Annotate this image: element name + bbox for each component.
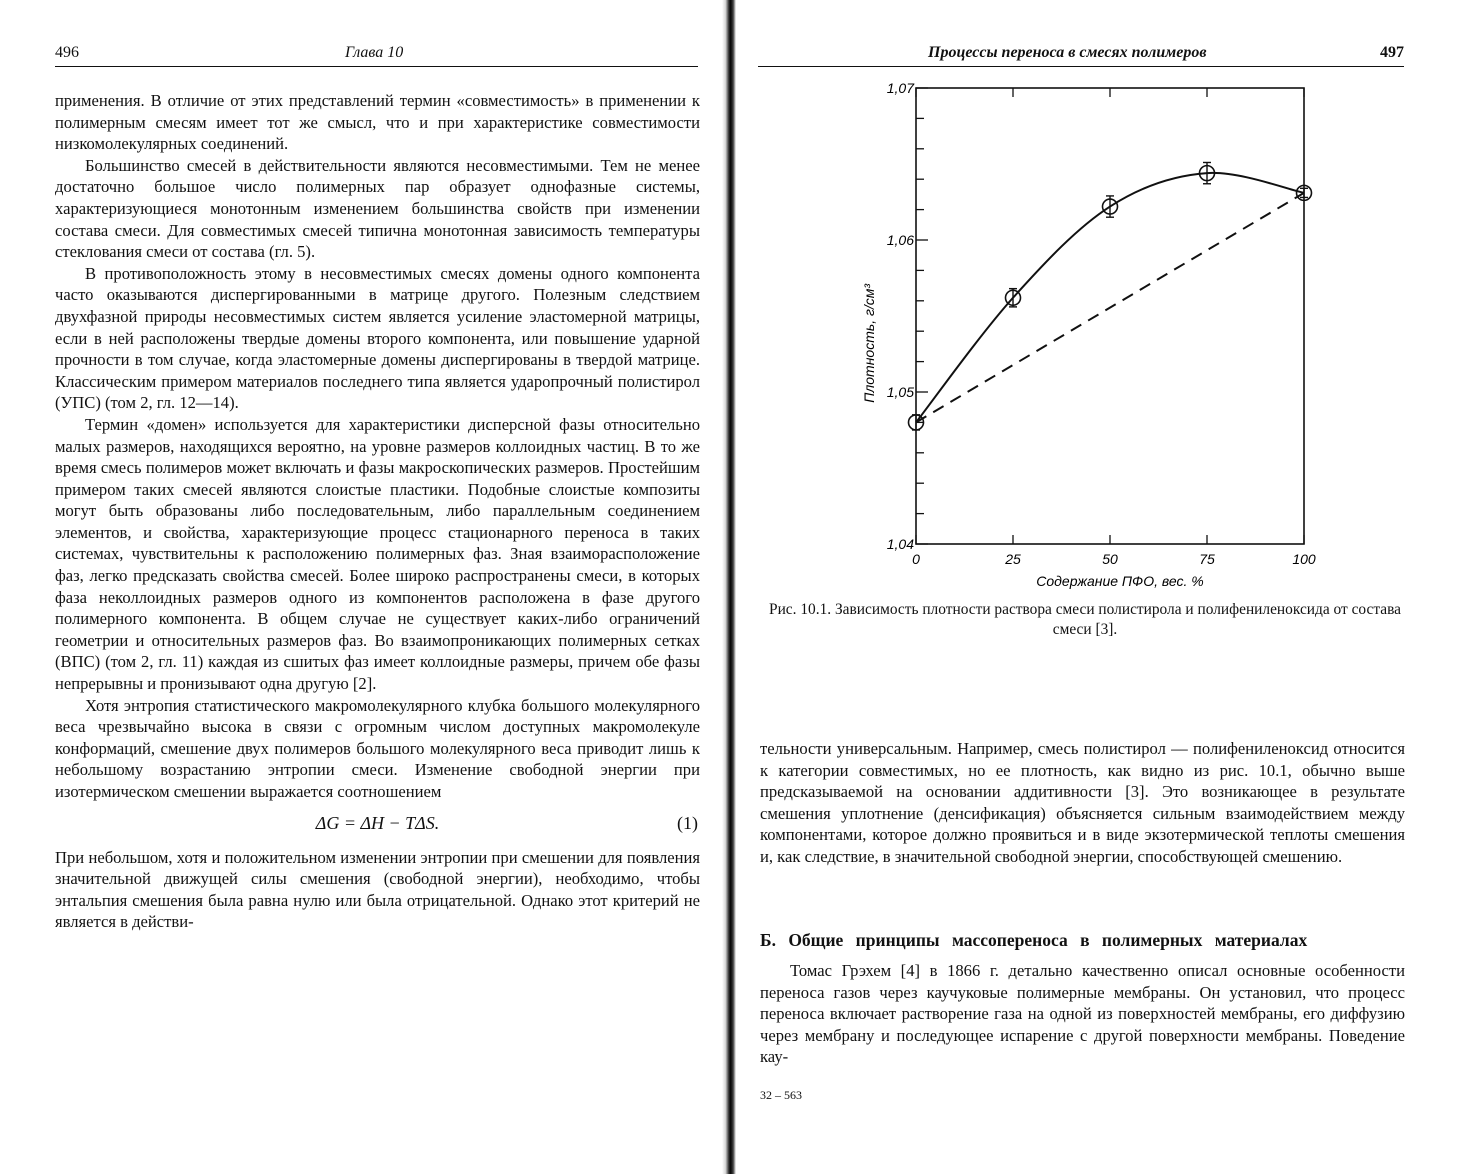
right-page — [730, 0, 1466, 1174]
chart-ticks — [916, 88, 1304, 544]
paragraph: применения. В отличие от этих представлений термин «совместимость» в применении к полимерным смесям имеет тот же смысл, что и при характеристике совместимости низкомолекулярных соединений. — [55, 91, 700, 154]
left-body-text — [55, 90, 700, 933]
plot-area-border — [916, 88, 1304, 544]
y-axis-label: Плотность, г/см³ — [861, 283, 877, 403]
chapter-title: Глава 10 — [345, 44, 404, 61]
paragraph: Термин «домен» используется для характеристики дисперсной фазы относительно малых размеров, находящихся вероятно, на уровне размеров коллоидных частиц. В то же время смесь полимеров может включать и фазы макроскопических размеров. Простейшим примером таких смесей являются слоистые пластики. Подобные слоистые композиты могут быть образованы либо последовательным, либо параллельным соединением элементов, и свойства, характеризующие процесс стационарного переноса в таких системах, чувствительны к расположению полимерных фаз. Зная взаиморасположение фаз, легко предсказать свойства смесей. Более широко распространены смеси, в которых фаза неколлоидных размеров одного из компонентов расположена в фазе другого полимерного компонента. В общем случае не существует каких-либо ограничений геометрии и относительных размеров фаз. Во взаимопроникающих полимерных сетках (ВПС) (том 2, гл. 11) каждая из сшитых фаз имеет коллоидные размеры, причем обе фазы непрерывны и пронизывают одна другую [2]. — [55, 414, 700, 694]
paragraph: Томас Грэхем [4] в 1866 г. детально качественно описал основные особенности переноса газов через каучуковые полимерные мембраны. Он установил, что процесс переноса включает растворение газа на одной из поверхностей мембраны, его диффузию через мембрану и последующее испарение с другой поверхности мембраны. Поведение кау- — [760, 961, 1405, 1067]
x-tick-label: 50 — [1102, 551, 1118, 567]
signature-mark: 32 – 563 — [760, 1088, 802, 1102]
chart-frame — [916, 88, 1304, 544]
equation-text: ΔG = ΔH − TΔS. — [315, 812, 440, 833]
chart-points — [909, 162, 1312, 430]
right-body-text-section — [760, 960, 1405, 1068]
chart-tick-labels — [887, 80, 1316, 567]
page-number-left: 496 — [55, 44, 79, 61]
section-running-title: Процессы переноса в смесях полимеров — [928, 44, 1207, 61]
left-page — [0, 0, 730, 1174]
x-axis-label: Содержание ПФО, вес. % — [1036, 573, 1204, 589]
running-head-right — [758, 44, 1404, 67]
section-heading: Б. Общие принципы массопереноса в полимерных материалах — [760, 930, 1308, 950]
paragraph: Хотя энтропия статистического макромолекулярного клубка большого молекулярного веса чрезвычайно высока в связи с огромным числом доступных макромолекуле конформаций, смешение двух полимеров большого молекулярного веса приводит лишь к небольшому возрастанию энтропии смеси. Изменение свободной энергии при изотермическом смешении выражается соотношением — [55, 695, 700, 801]
equation — [55, 809, 700, 843]
density-chart — [830, 70, 1330, 590]
x-tick-label: 100 — [1292, 551, 1316, 567]
x-tick-label: 0 — [912, 551, 920, 567]
additivity-line — [916, 193, 1304, 423]
x-tick-label: 75 — [1199, 551, 1215, 567]
right-body-text — [760, 738, 1405, 868]
paragraph: Большинство смесей в действительности являются несовместимыми. Тем не менее достаточно большое число полимерных пар образует однофазные системы, характеризующиеся монотонным изменением большинства свойств при изменении состава смеси. Для совместимых смесей типична монотонная зависимость температуры стеклования смеси от состава (гл. 5). — [55, 155, 700, 262]
paragraph: При небольшом, хотя и положительном изменении энтропии при смешении для появления значительной движущей силы смешения (свободной энергии), необходимо, чтобы энтальпия смешения была равна нулю или была отрицательной. Однако этот критерий не является в действи- — [55, 847, 700, 932]
y-tick-label: 1,06 — [886, 232, 914, 248]
running-head-left — [55, 44, 698, 67]
paragraph: тельности универсальным. Например, смесь полистирол — полифениленоксид относится к категории совместимых, но ее плотность, как видно из рис. 10.1, обычно выше предсказываемой на основании аддитивности [3]. Это возникающее в результате смешения уплотнение (денсификация) объясняется сильным взаимодействием между компонентами, которое должно проявиться и в виде экзотермической теплоты смешения и, как следствие, в значительной свободной энергии, способствующей смешению. — [760, 739, 1405, 866]
y-tick-label: 1,04 — [886, 536, 914, 552]
page-number-right: 497 — [1380, 44, 1404, 61]
y-tick-label: 1,07 — [886, 80, 914, 96]
x-tick-label: 25 — [1005, 551, 1021, 567]
y-tick-label: 1,05 — [886, 384, 914, 400]
figure-caption: Рис. 10.1. Зависимость плотности раствора смеси полистирола и полифениленоксида от состава смеси [3]. — [769, 601, 1401, 638]
paragraph: В противоположность этому в несовместимых смесях домены одного компонента часто оказываются диспергированными в матрице другого. Полезным следствием двухфазной природы несовместимых систем является усиление эластомерной матрицы, если в ней расположены твердые домены второго компонента, или повышение ударной прочности в том случае, когда эластомерные домены диспергированы в твердой матрице. Классическим примером материалов последнего типа является ударопрочный полистирол (УПС) (том 2, гл. 12—14). — [55, 263, 700, 413]
equation-number: (1) — [677, 812, 698, 833]
